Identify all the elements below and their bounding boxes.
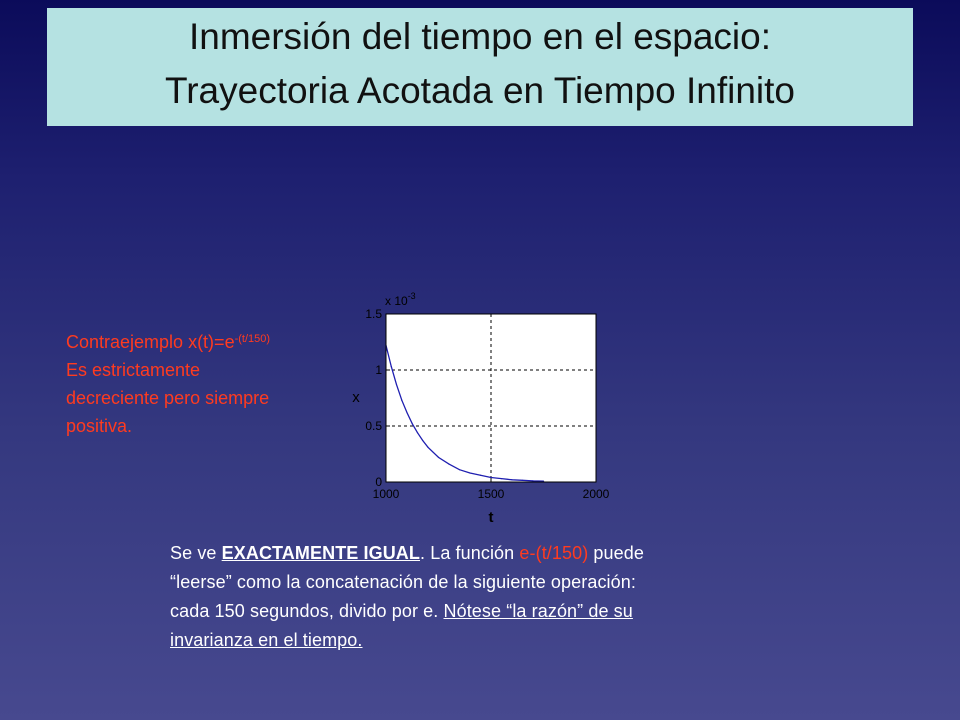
exactly-equal-emphasis: EXACTAMENTE IGUAL	[221, 543, 421, 563]
explanation-line-2: “leerse” como la concatenación de la siguiente operación:	[170, 572, 636, 592]
y-tick-label: 1.5	[365, 307, 382, 321]
counterexample-exponent: -(t/150)	[234, 333, 271, 345]
data-point	[532, 480, 533, 481]
counterexample-formula: Contraejemplo x(t)=e	[66, 332, 235, 352]
chart-grid	[386, 314, 596, 482]
slide-title-line-1: Inmersión del tiempo en el espacio:	[188, 16, 772, 57]
explanation-text	[170, 539, 810, 655]
explanation-lead: Se ve	[170, 543, 222, 563]
data-point	[391, 366, 392, 367]
data-point	[480, 475, 481, 476]
x-tick-label: 2000	[582, 487, 610, 501]
data-point	[438, 457, 439, 458]
x-axis-label: t	[488, 509, 494, 526]
explanation-line-3-plain: cada 150 segundos, divido por e.	[170, 601, 444, 621]
data-point	[522, 480, 523, 481]
x-tick-label: 1000	[372, 487, 400, 501]
y-tick-label: 1	[375, 363, 382, 377]
y-tick-label: 0.5	[365, 419, 382, 433]
counterexample-line-2: Es estrictamente	[66, 360, 201, 380]
y-axis-label: x	[352, 389, 360, 406]
data-point	[396, 384, 397, 385]
explanation-line-3-underlined: Nótese “la razón” de su	[443, 601, 633, 621]
data-point	[511, 479, 512, 480]
data-point	[401, 400, 402, 401]
function-expression: e-(t/150)	[519, 543, 589, 563]
slide-title-line-2: Trayectoria Acotada en Tiempo Infinito	[164, 70, 796, 111]
data-point	[469, 472, 470, 473]
data-point	[427, 447, 428, 448]
explanation-mid: . La función	[420, 543, 520, 563]
data-point	[412, 423, 413, 424]
x-tick-label: 1500	[477, 487, 505, 501]
data-point	[490, 477, 491, 478]
explanation-line-4: invarianza en el tiempo.	[170, 630, 363, 650]
data-point	[406, 412, 407, 413]
data-point	[501, 478, 502, 479]
y-scale-label: x $10^{-3}$	[385, 291, 416, 308]
y-tick-label: 0	[375, 475, 382, 489]
explanation-tail: puede	[588, 543, 644, 563]
data-point	[459, 469, 460, 470]
data-point	[417, 432, 418, 433]
explanation-line-1	[170, 539, 810, 568]
data-point	[422, 440, 423, 441]
counterexample-line-4: positiva.	[66, 416, 133, 436]
explanation-line-3	[170, 597, 810, 626]
counterexample-line-3: decreciente pero siempre	[66, 388, 270, 408]
data-point	[448, 463, 449, 464]
